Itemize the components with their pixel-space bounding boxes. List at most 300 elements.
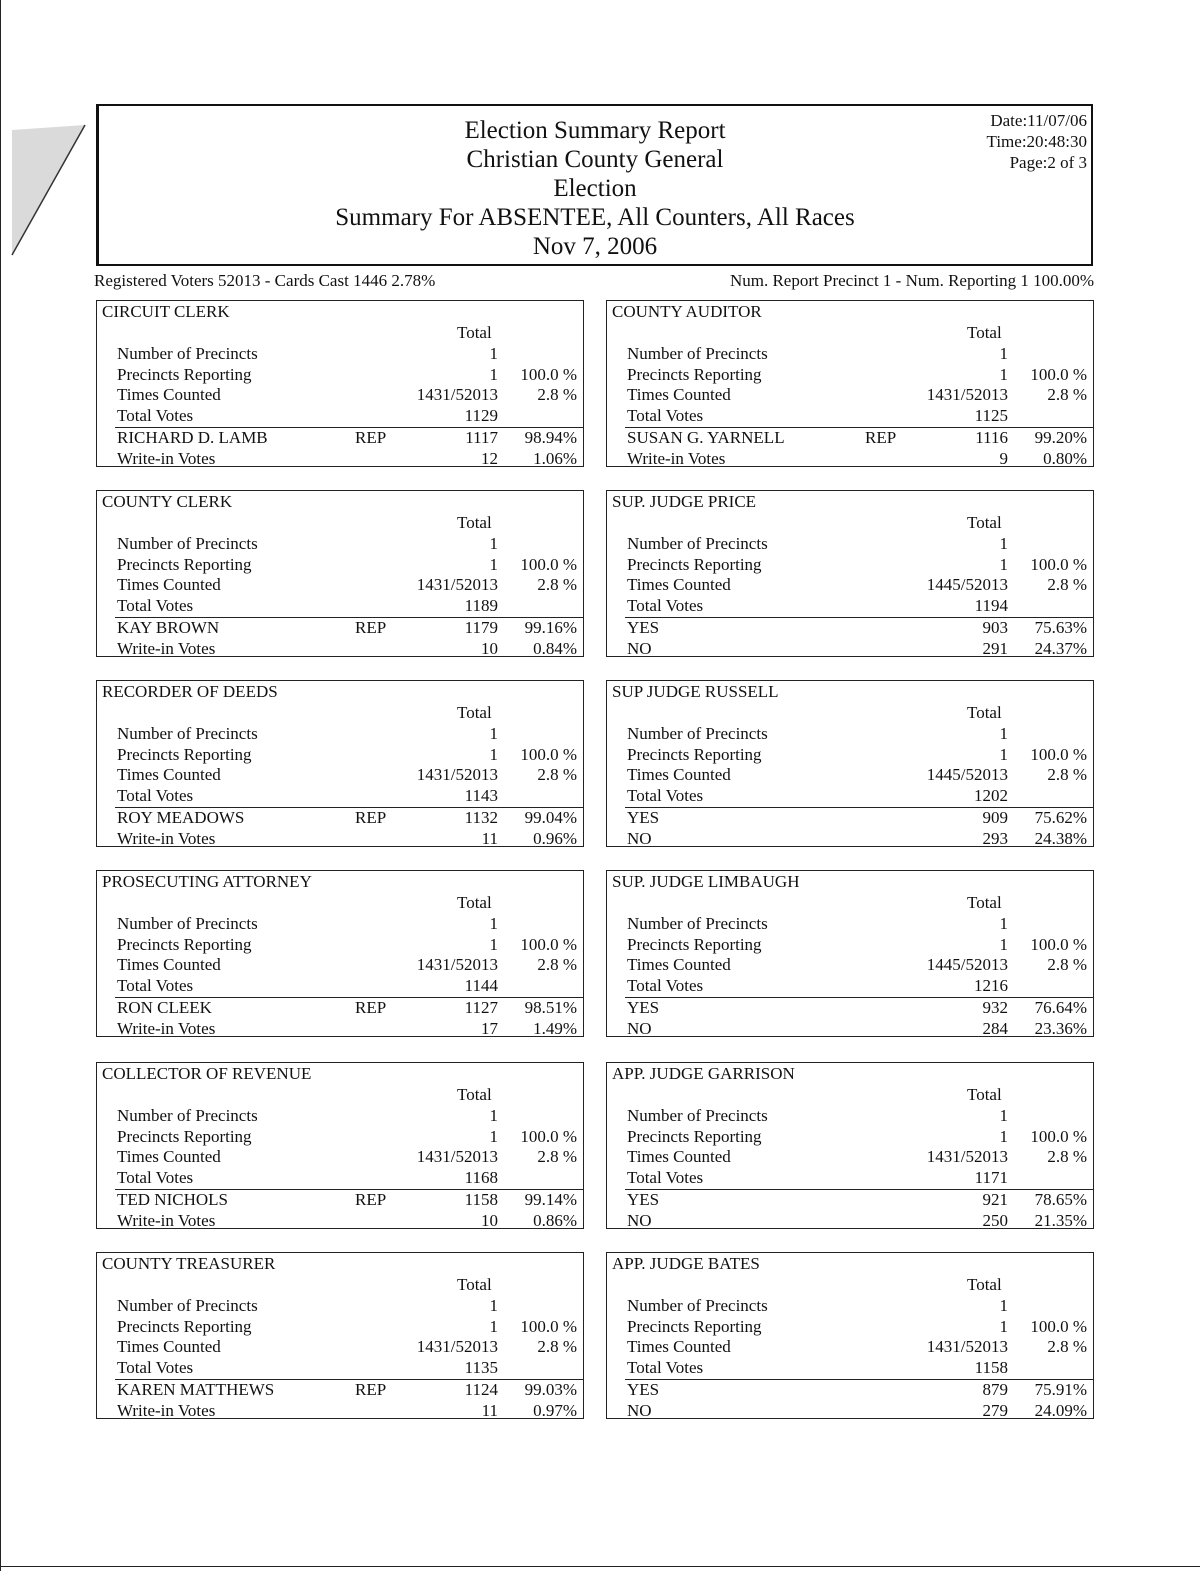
county-title: Christian County General	[466, 146, 724, 173]
race-box	[606, 300, 1094, 467]
stat-value: 1	[999, 1316, 1008, 1336]
total-column-header: Total	[457, 513, 492, 532]
stat-value: 1202	[974, 785, 1008, 805]
stat-row	[607, 1147, 1093, 1168]
report-date: Date:11/07/06	[990, 111, 1087, 130]
stat-percent: 100.0 %	[1030, 364, 1087, 384]
election-date: Nov 7, 2006	[532, 233, 658, 260]
stat-value: 1431/52013	[416, 385, 498, 404]
candidate-party: REP	[355, 1190, 387, 1209]
candidate-row	[607, 449, 1093, 470]
stat-label: Precincts Reporting	[117, 1126, 252, 1146]
stat-value: 1445/52013	[926, 765, 1008, 784]
candidate-votes: 279	[982, 1400, 1008, 1420]
stat-percent: 100.0 %	[1030, 554, 1087, 574]
stat-row	[97, 534, 583, 555]
candidate-percent: 75.62%	[1034, 808, 1087, 827]
stat-value: 1125	[974, 405, 1008, 425]
race-box	[606, 1062, 1094, 1229]
candidate-votes: 284	[982, 1018, 1008, 1038]
race-box	[606, 490, 1094, 657]
candidate-percent: 75.63%	[1034, 618, 1087, 637]
stat-percent: 2.8 %	[537, 1337, 577, 1356]
stat-row	[607, 1168, 1093, 1189]
stat-value: 1194	[974, 595, 1008, 615]
stat-percent: 2.8 %	[1047, 1337, 1087, 1356]
stat-value: 1	[999, 1106, 1008, 1125]
stat-percent: 100.0 %	[520, 554, 577, 574]
stat-label: Precincts Reporting	[627, 364, 762, 384]
stat-value: 1	[489, 554, 498, 574]
candidate-percent: 78.65%	[1034, 1190, 1087, 1209]
candidate-name: NO	[627, 1210, 652, 1230]
race-title: CIRCUIT CLERK	[102, 302, 230, 321]
candidate-percent: 21.35%	[1034, 1210, 1087, 1230]
stat-row	[97, 555, 583, 576]
report-title: Election Summary Report	[464, 117, 726, 144]
race-title: SUP. JUDGE LIMBAUGH	[612, 872, 800, 891]
stat-row	[97, 596, 583, 617]
stat-row	[607, 935, 1093, 956]
stat-label: Number of Precincts	[117, 724, 258, 743]
stat-value: 1	[999, 744, 1008, 764]
candidate-row	[97, 1401, 583, 1422]
stat-row	[607, 1296, 1093, 1317]
stat-label: Times Counted	[117, 955, 221, 974]
stat-value: 1129	[464, 405, 498, 425]
race-box	[96, 300, 584, 467]
candidate-row	[97, 449, 583, 470]
candidate-percent: 24.09%	[1034, 1400, 1087, 1420]
stat-label: Times Counted	[117, 1337, 221, 1356]
stat-value: 1431/52013	[416, 955, 498, 974]
candidate-percent: 99.03%	[524, 1380, 577, 1399]
stat-label: Number of Precincts	[117, 1106, 258, 1125]
candidate-row	[607, 618, 1093, 639]
candidate-name: NO	[627, 1018, 652, 1038]
candidate-name: Write-in Votes	[117, 448, 216, 468]
report-meta	[987, 110, 1087, 173]
candidate-percent: 0.96%	[533, 828, 577, 848]
candidate-percent: 99.14%	[524, 1190, 577, 1209]
stat-label: Times Counted	[627, 385, 731, 404]
candidate-votes: 10	[481, 638, 498, 658]
total-column-header: Total	[967, 323, 1002, 342]
candidate-name: Write-in Votes	[117, 1400, 216, 1420]
stat-percent: 100.0 %	[1030, 744, 1087, 764]
candidate-percent: 75.91%	[1034, 1380, 1087, 1399]
stat-label: Precincts Reporting	[627, 554, 762, 574]
stat-value: 1189	[464, 595, 498, 615]
candidate-percent: 99.16%	[524, 618, 577, 637]
stat-row	[97, 955, 583, 976]
candidate-row	[97, 618, 583, 639]
candidate-name: Write-in Votes	[627, 448, 726, 468]
stat-row	[97, 575, 583, 596]
total-column-header: Total	[457, 323, 492, 342]
stat-label: Total Votes	[117, 405, 194, 425]
stat-label: Times Counted	[117, 765, 221, 784]
stat-percent: 2.8 %	[537, 765, 577, 784]
stat-label: Precincts Reporting	[627, 744, 762, 764]
race-title: COLLECTOR OF REVENUE	[102, 1064, 312, 1083]
summary-scope: Summary For ABSENTEE, All Counters, All Races	[335, 204, 855, 231]
candidate-party: REP	[355, 428, 387, 447]
candidate-name: Write-in Votes	[117, 1018, 216, 1038]
candidate-name: KAREN MATTHEWS	[117, 1380, 275, 1399]
stat-row	[97, 765, 583, 786]
stat-percent: 100.0 %	[520, 1316, 577, 1336]
candidate-row	[97, 428, 583, 449]
stat-row	[97, 935, 583, 956]
stat-label: Number of Precincts	[627, 1106, 768, 1125]
candidate-percent: 1.49%	[533, 1018, 577, 1038]
stat-value: 1431/52013	[416, 765, 498, 784]
candidate-votes: 1127	[464, 998, 498, 1017]
candidate-percent: 98.51%	[524, 998, 577, 1017]
total-column-header: Total	[967, 1275, 1002, 1294]
stat-label: Precincts Reporting	[117, 934, 252, 954]
race-title: COUNTY CLERK	[102, 492, 233, 511]
stat-row	[607, 914, 1093, 935]
candidate-percent: 76.64%	[1034, 998, 1087, 1017]
stat-percent: 2.8 %	[537, 955, 577, 974]
stat-label: Precincts Reporting	[117, 744, 252, 764]
stat-percent: 2.8 %	[537, 575, 577, 594]
candidate-party: REP	[355, 618, 387, 637]
stat-row	[607, 1337, 1093, 1358]
stat-label: Times Counted	[627, 1147, 731, 1166]
stat-value: 1445/52013	[926, 575, 1008, 594]
race-title: RECORDER OF DEEDS	[102, 682, 278, 701]
stat-label: Times Counted	[117, 1147, 221, 1166]
stat-label: Total Votes	[627, 785, 704, 805]
stat-row	[607, 534, 1093, 555]
candidate-votes: 1158	[464, 1190, 498, 1209]
candidate-row	[607, 829, 1093, 850]
stat-row	[97, 1358, 583, 1379]
stat-value: 1431/52013	[926, 1337, 1008, 1356]
stat-label: Number of Precincts	[627, 344, 768, 363]
reporting-summary: Num. Report Precinct 1 - Num. Reporting 1 100.00%	[729, 271, 1094, 290]
stat-value: 1171	[974, 1167, 1008, 1187]
candidate-row	[607, 1211, 1093, 1232]
stat-row	[607, 765, 1093, 786]
stat-label: Number of Precincts	[117, 344, 258, 363]
candidate-name: Write-in Votes	[117, 1210, 216, 1230]
stat-percent: 2.8 %	[1047, 1147, 1087, 1166]
stat-label: Times Counted	[627, 955, 731, 974]
race-box	[96, 1062, 584, 1229]
stat-label: Number of Precincts	[117, 534, 258, 553]
candidate-party: REP	[355, 808, 387, 827]
stat-row	[97, 1127, 583, 1148]
total-column-header: Total	[967, 893, 1002, 912]
stat-percent: 100.0 %	[520, 364, 577, 384]
race-box	[606, 870, 1094, 1037]
stat-value: 1216	[974, 975, 1008, 995]
race-box	[606, 680, 1094, 847]
stat-row	[607, 1106, 1093, 1127]
total-column-header: Total	[967, 1085, 1002, 1104]
stat-label: Total Votes	[117, 595, 194, 615]
election-title: Election	[553, 175, 637, 202]
stat-row	[97, 914, 583, 935]
candidate-percent: 0.80%	[1043, 448, 1087, 468]
stat-value: 1	[489, 364, 498, 384]
stat-row	[607, 365, 1093, 386]
candidate-votes: 10	[481, 1210, 498, 1230]
stat-percent: 100.0 %	[1030, 934, 1087, 954]
race-title: COUNTY AUDITOR	[612, 302, 762, 321]
stat-percent: 2.8 %	[1047, 385, 1087, 404]
page-bottom-rule	[0, 1566, 1200, 1567]
stat-label: Total Votes	[117, 785, 194, 805]
report-header	[96, 104, 1093, 266]
race-box	[96, 490, 584, 657]
stat-row	[607, 344, 1093, 365]
stat-label: Precincts Reporting	[627, 1316, 762, 1336]
race-box	[96, 680, 584, 847]
candidate-votes: 1116	[975, 428, 1008, 447]
stat-label: Number of Precincts	[627, 534, 768, 553]
stat-percent: 2.8 %	[1047, 765, 1087, 784]
candidate-row	[607, 1019, 1093, 1040]
stat-value: 1	[489, 1106, 498, 1125]
stat-value: 1	[489, 534, 498, 553]
stat-value: 1431/52013	[926, 1147, 1008, 1166]
stat-value: 1	[489, 934, 498, 954]
stat-label: Number of Precincts	[117, 1296, 258, 1315]
candidate-row	[607, 998, 1093, 1019]
candidate-row	[97, 829, 583, 850]
candidate-votes: 1132	[464, 808, 498, 827]
candidate-percent: 1.06%	[533, 448, 577, 468]
candidate-name: KAY BROWN	[117, 618, 220, 637]
stat-label: Total Votes	[627, 595, 704, 615]
stat-value: 1168	[464, 1167, 498, 1187]
stat-value: 1	[489, 1296, 498, 1315]
stat-row	[97, 1296, 583, 1317]
candidate-votes: 1117	[465, 428, 498, 447]
candidate-name: YES	[627, 618, 660, 637]
stat-label: Times Counted	[627, 575, 731, 594]
stat-value: 1	[999, 914, 1008, 933]
stat-row	[607, 575, 1093, 596]
candidate-votes: 1179	[464, 618, 498, 637]
race-title: APP. JUDGE BATES	[612, 1254, 760, 1273]
candidate-row	[97, 1190, 583, 1211]
stat-percent: 2.8 %	[1047, 575, 1087, 594]
stat-percent: 2.8 %	[537, 1147, 577, 1166]
candidate-name: ROY MEADOWS	[117, 808, 245, 827]
total-column-header: Total	[457, 1275, 492, 1294]
candidate-votes: 932	[982, 998, 1008, 1017]
stat-label: Precincts Reporting	[627, 934, 762, 954]
candidate-votes: 291	[982, 638, 1008, 658]
stat-value: 1431/52013	[926, 385, 1008, 404]
stat-value: 1	[489, 1316, 498, 1336]
stat-label: Times Counted	[627, 1337, 731, 1356]
stat-row	[607, 555, 1093, 576]
stat-label: Total Votes	[117, 1167, 194, 1187]
stat-value: 1	[489, 914, 498, 933]
candidate-votes: 11	[481, 1400, 498, 1420]
candidate-party: REP	[355, 1380, 387, 1399]
stat-label: Precincts Reporting	[627, 1126, 762, 1146]
candidate-name: YES	[627, 1380, 660, 1399]
stat-row	[97, 724, 583, 745]
stat-label: Precincts Reporting	[117, 1316, 252, 1336]
stat-row	[607, 596, 1093, 617]
stat-row	[607, 786, 1093, 807]
candidate-row	[97, 998, 583, 1019]
candidate-votes: 903	[982, 618, 1008, 637]
total-column-header: Total	[967, 703, 1002, 722]
stat-value: 1	[999, 1296, 1008, 1315]
race-box	[96, 870, 584, 1037]
candidate-votes: 921	[982, 1190, 1008, 1209]
candidate-name: RICHARD D. LAMB	[117, 428, 268, 447]
stat-row	[607, 745, 1093, 766]
candidate-row	[607, 1380, 1093, 1401]
stat-label: Total Votes	[627, 1357, 704, 1377]
candidate-name: YES	[627, 1190, 660, 1209]
candidate-party: REP	[355, 998, 387, 1017]
stat-value: 1431/52013	[416, 575, 498, 594]
stat-percent: 100.0 %	[520, 934, 577, 954]
stat-percent: 2.8 %	[537, 385, 577, 404]
stat-row	[97, 344, 583, 365]
total-column-header: Total	[967, 513, 1002, 532]
stat-row	[97, 1317, 583, 1338]
candidate-votes: 17	[481, 1018, 498, 1038]
candidate-name: NO	[627, 1400, 652, 1420]
candidate-votes: 293	[982, 828, 1008, 848]
candidate-percent: 24.37%	[1034, 638, 1087, 658]
candidate-name: YES	[627, 998, 660, 1017]
candidate-percent: 0.97%	[533, 1400, 577, 1420]
stat-row	[607, 1358, 1093, 1379]
race-title: SUP JUDGE RUSSELL	[612, 682, 779, 701]
stat-label: Number of Precincts	[627, 914, 768, 933]
candidate-votes: 250	[982, 1210, 1008, 1230]
candidate-percent: 23.36%	[1034, 1018, 1087, 1038]
race-title: PROSECUTING ATTORNEY	[102, 872, 312, 891]
stat-label: Times Counted	[117, 385, 221, 404]
stat-row	[97, 1106, 583, 1127]
scan-edge-left	[0, 0, 1, 1571]
stat-value: 1	[489, 1126, 498, 1146]
candidate-name: NO	[627, 638, 652, 658]
stat-percent: 100.0 %	[1030, 1316, 1087, 1336]
stat-row	[607, 1317, 1093, 1338]
stat-label: Times Counted	[117, 575, 221, 594]
total-column-header: Total	[457, 1085, 492, 1104]
stat-row	[97, 1337, 583, 1358]
candidate-row	[97, 1380, 583, 1401]
stat-row	[607, 724, 1093, 745]
stat-value: 1	[999, 724, 1008, 743]
stat-value: 1	[999, 364, 1008, 384]
stat-value: 1431/52013	[416, 1147, 498, 1166]
stat-value: 1135	[464, 1357, 498, 1377]
stat-row	[607, 1127, 1093, 1148]
stat-label: Times Counted	[627, 765, 731, 784]
candidate-percent: 0.86%	[533, 1210, 577, 1230]
stat-value: 1143	[464, 785, 498, 805]
stat-row	[97, 745, 583, 766]
stat-row	[607, 955, 1093, 976]
candidate-row	[607, 808, 1093, 829]
stat-percent: 2.8 %	[1047, 955, 1087, 974]
candidate-row	[97, 1019, 583, 1040]
stat-value: 1431/52013	[416, 1337, 498, 1356]
candidate-name: SUSAN G. YARNELL	[627, 428, 785, 447]
stat-row	[607, 385, 1093, 406]
candidate-row	[97, 808, 583, 829]
candidate-row	[97, 639, 583, 660]
stat-row	[97, 1147, 583, 1168]
stat-value: 1	[999, 534, 1008, 553]
candidate-percent: 98.94%	[524, 428, 577, 447]
total-column-header: Total	[457, 893, 492, 912]
candidate-name: NO	[627, 828, 652, 848]
stat-label: Total Votes	[117, 975, 194, 995]
race-title: APP. JUDGE GARRISON	[612, 1064, 795, 1083]
stat-label: Total Votes	[627, 1167, 704, 1187]
stat-value: 1	[489, 344, 498, 363]
stat-percent: 100.0 %	[1030, 1126, 1087, 1146]
candidate-votes: 1124	[464, 1380, 498, 1399]
stat-label: Total Votes	[117, 1357, 194, 1377]
registered-voters-summary: Registered Voters 52013 - Cards Cast 1446 2.78%	[94, 271, 436, 290]
stat-row	[97, 976, 583, 997]
stat-percent: 100.0 %	[520, 744, 577, 764]
candidate-name: TED NICHOLS	[117, 1190, 228, 1209]
race-title: COUNTY TREASURER	[102, 1254, 276, 1273]
candidate-row	[607, 639, 1093, 660]
candidate-votes: 12	[481, 448, 498, 468]
scan-corner-mark	[10, 120, 90, 260]
candidate-name: RON CLEEK	[117, 998, 212, 1017]
candidate-votes: 9	[999, 448, 1008, 468]
report-time: Time:20:48:30	[986, 132, 1087, 151]
candidate-row	[607, 1401, 1093, 1422]
stat-value: 1	[999, 934, 1008, 954]
race-box	[606, 1252, 1094, 1419]
stat-label: Precincts Reporting	[117, 364, 252, 384]
stat-value: 1	[489, 744, 498, 764]
stat-value: 1	[999, 554, 1008, 574]
candidate-votes: 909	[982, 808, 1008, 827]
stat-row	[607, 406, 1093, 427]
candidate-name: Write-in Votes	[117, 638, 216, 658]
candidate-name: YES	[627, 808, 660, 827]
candidate-row	[97, 1211, 583, 1232]
candidate-name: Write-in Votes	[117, 828, 216, 848]
stat-value: 1158	[974, 1357, 1008, 1377]
race-title: SUP. JUDGE PRICE	[612, 492, 757, 511]
stat-value: 1144	[464, 975, 498, 995]
stat-value: 1445/52013	[926, 955, 1008, 974]
candidate-party: REP	[865, 428, 897, 447]
candidate-row	[607, 1190, 1093, 1211]
stat-label: Number of Precincts	[117, 914, 258, 933]
candidate-percent: 24.38%	[1034, 828, 1087, 848]
stat-value: 1	[999, 344, 1008, 363]
stat-row	[607, 976, 1093, 997]
